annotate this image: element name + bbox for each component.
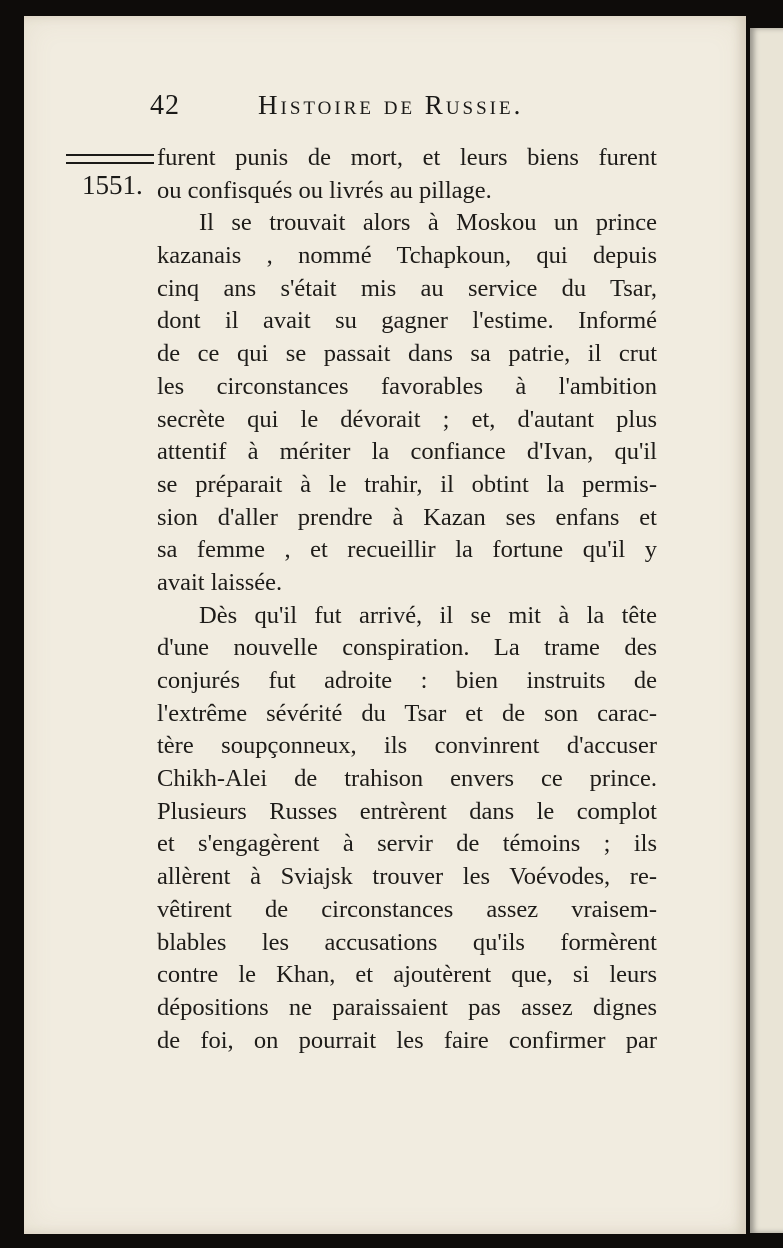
running-head	[150, 90, 620, 130]
text-line: dont il avait su gagner l'estime. Informé	[157, 307, 657, 335]
page-header: Histoire de Russie.	[258, 90, 524, 120]
text-line: secrète qui le dévorait ; et, d'autant plus	[157, 405, 657, 433]
margin-rule	[66, 154, 154, 164]
text-line: de foi, on pourrait les faire confirmer par	[157, 1026, 657, 1054]
text-line: de ce qui se passait dans sa patrie, il crut	[157, 340, 657, 368]
text-line: attentif à mériter la confiance d'Ivan, qu'il	[157, 438, 657, 466]
adjacent-page-edge	[750, 28, 783, 1233]
text-line: sion d'aller prendre à Kazan ses enfans et	[157, 503, 657, 531]
text-line: kazanais , nommé Tchapkoun, qui depuis	[157, 242, 657, 270]
text-line: vêtirent de circonstances assez vraisem-	[157, 895, 657, 923]
page-number: 42	[150, 90, 180, 121]
text-line: contre le Khan, et ajoutèrent que, si leurs	[157, 961, 657, 989]
text-line: blables les accusations qu'ils formèrent	[157, 928, 657, 956]
margin-year: 1551.	[82, 170, 143, 200]
body-text	[157, 142, 657, 1057]
text-line: les circonstances favorables à l'ambition	[157, 372, 657, 400]
text-line: sa femme , et recueillir la fortune qu'il y	[157, 536, 657, 564]
text-line: l'extrême sévérité du Tsar et de son carac-	[157, 699, 657, 727]
text-line: se préparait à le trahir, il obtint la permis-	[157, 470, 657, 498]
text-line: d'une nouvelle conspiration. La trame des	[157, 634, 657, 662]
text-line: furent punis de mort, et leurs biens furent	[157, 144, 657, 171]
text-line: avait laissée.	[157, 568, 283, 596]
text-line: Plusieurs Russes entrèrent dans le complot	[157, 797, 657, 825]
text-line: cinq ans s'était mis au service du Tsar,	[157, 274, 657, 302]
text-line: ou confisqués ou livrés au pillage.	[157, 176, 492, 204]
text-line: et s'engagèrent à servir de témoins ; ils	[157, 830, 657, 858]
text-line: Il se trouvait alors à Moskou un prince	[199, 209, 657, 237]
text-line: tère soupçonneux, ils convinrent d'accuser	[157, 732, 657, 760]
text-line: conjurés fut adroite : bien instruits de	[157, 667, 657, 694]
text-line: Chikh-Alei de trahison envers ce prince.	[157, 765, 657, 793]
text-line: Dès qu'il fut arrivé, il se mit à la tête	[199, 601, 657, 629]
text-line: dépositions ne paraissaient pas assez dignes	[157, 993, 657, 1021]
text-line: allèrent à Sviajsk trouver les Voévodes, re-	[157, 863, 657, 891]
